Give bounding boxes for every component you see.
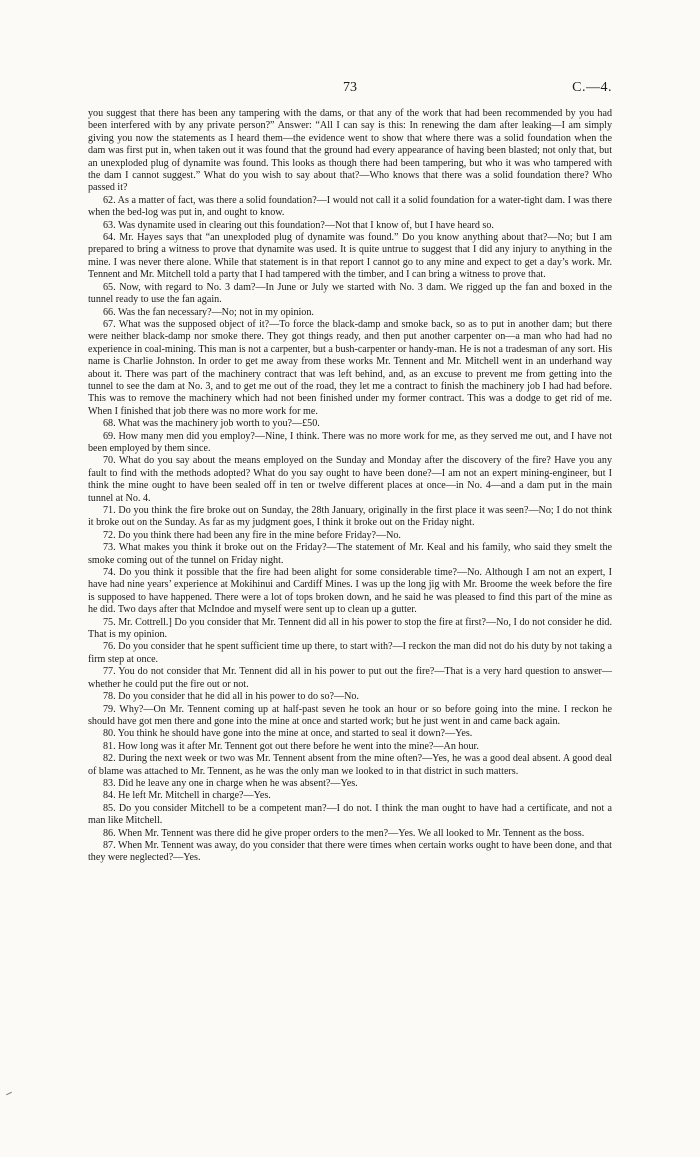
question-71: 71. Do you think the fire broke out on Sunday, the 28th January, originally in the first place it was seen?—No; I do not think it broke out on the Sunday. As far as my judgment goes, I think it broke out on the Friday night.	[88, 505, 612, 529]
question-81: 81. How long was it after Mr. Tennent got out there before he went into the mine?—An hour.	[103, 740, 479, 752]
question-77: 77. You do not consider that Mr. Tennent did all in his power to put out the fire?—That is a very hard question to answer—whether he could put the fire out or not.	[88, 666, 612, 690]
question-86: 86. When Mr. Tennent was there did he give proper orders to the men?—Yes. We all looked to Mr. Tennent as the boss.	[103, 827, 585, 839]
question-72: 72. Do you think there had been any fire in the mine before Friday?—No.	[103, 529, 401, 541]
question-79: 79. Why?—On Mr. Tennent coming up at half-past seven he took an hour or so before going into the mine. I reckon he should have got men there and gone into the mine at once and started work; but he just went in and came back again.	[88, 703, 612, 727]
question-64: 64. Mr. Hayes says that “an unexploded plug of dynamite was found.” Do you know anything about that?—No; but I am prepared to bring a witness to prove that dynamite was used. It is quite untrue to suggest that I did any injury to anything in the mine. I was never there alone. While that statement is in that report I cannot go to any mine and expect to get a day’s work. Mr. Tennent and Mr. Mitchell told a party that I had tampered with the timber, and I can bring a witness to prove that.	[88, 232, 612, 281]
page-number: 73	[343, 80, 357, 95]
question-68: 68. What was the machinery job worth to you?—£50.	[103, 418, 320, 430]
page-header	[0, 80, 700, 98]
paragraph-continued: you suggest that there has been any tampering with the dams, or that any of the work that had been recommended by you had been interfered with by any private person?” Answer: “All I can say is this: In renewing the dam after leaking—I am simply giving you now the statements as I heard them—the evidence went to show that where there was a solid foundation when the dam was first put in, when taken out it was found that the ground had every appearance of having been blasted; not only that, but an unexploded plug of dynamite was found. This looks as though there had been tampering, but who it was who tampered with the dam I cannot suggest.” What do you wish to say about that?—Who knows that there was a solid foundation there? Who passed it?	[88, 108, 612, 194]
margin-mark	[6, 1092, 12, 1095]
question-62: 62. As a matter of fact, was there a solid foundation?—I would not call it a solid foundation for a water-tight dam. I was there when the bed-log was put in, and ought to know.	[88, 194, 612, 219]
question-67: 67. What was the supposed object of it?—To force the black-damp and smoke back, so as to put in another dam; but there were neither black-damp nor smoke there. They got things ready, and then put another carpenter on—a man who had had no experience in coal-mining. This man is not a carpenter, but a bush-carpenter or handy-man. He is not a tradesman of any sort. His name is Charlie Johnston. In order to get me away from these works Mr. Tennent and Mr. Mitchell went in an underhand way about it. There was part of the machinery contract that was left behind, and, as an excuse to prevent me from getting into the tunnel to see the dam at No. 3, and to get me out of the road, they let me a contract to finish the machinery job I had had before. This was to remove the machinery which had not been finished under my former contract. This was a dodge to get rid of me. When I finished that job there was no more work for me.	[88, 318, 612, 417]
series-code: C.—4.	[572, 80, 612, 95]
question-85: 85. Do you consider Mitchell to be a competent man?—I do not. I think the man ought to have had a certificate, and not a man like Mitchell.	[88, 802, 612, 827]
question-84: 84. He left Mr. Mitchell in charge?—Yes.	[103, 790, 271, 802]
question-65: 65. Now, with regard to No. 3 dam?—In June or July we started with No. 3 dam. We rigged up the fan and boxed in the tunnel ready to use the fan again.	[88, 281, 612, 306]
question-75: 75. Mr. Cottrell.] Do you consider that Mr. Tennent did all in his power to stop the fire at first?—No, I do not consider he did. That is my opinion.	[88, 616, 612, 641]
question-69: 69. How many men did you employ?—Nine, I think. There was no more work for me, as they served me out, and I have not been employed by them since.	[88, 430, 612, 454]
question-78: 78. Do you consider that he did all in his power to do so?—No.	[103, 691, 359, 703]
question-83: 83. Did he leave any one in charge when he was absent?—Yes.	[103, 777, 358, 789]
question-73: 73. What makes you think it broke out on the Friday?—The statement of Mr. Keal and his family, who said they smelt the smoke coming out of the tunnel on Friday night.	[88, 542, 612, 566]
question-80: 80. You think he should have gone into the mine at once, and started to seal it down?—Yes.	[103, 728, 473, 740]
question-87: 87. When Mr. Tennent was away, do you consider that there were times when certain works ought to have been done, and that they were neglected?—Yes.	[88, 839, 612, 864]
question-74: 74. Do you think it possible that the fire had been alight for some considerable time?—No. Although I am not an expert, I have had nine years’ experience at Mokihinui and Cardiff Mines. I was up the long jig with Mr. Broome the week before the fire is supposed to have happened. There were a lot of tops broken down, and he said he was pleased to find this part of the mine as he did. Two days after that McIndoe and myself were sent up to clean up a gutter.	[88, 567, 612, 616]
question-63: 63. Was dynamite used in clearing out this foundation?—Not that I know of, but I have heard so.	[103, 219, 494, 231]
testimony-text	[88, 108, 612, 865]
question-76: 76. Do you consider that he spent sufficient time up there, to start with?—I reckon the man did not do his duty by not taking a firm step at once.	[88, 641, 612, 665]
question-70: 70. What do you say about the means employed on the Sunday and Monday after the discovery of the fire? Have you any fault to find with the methods adopted? What do you say ought to have been done?—I am not an expert mining-engineer, but I think the mine ought to have been sealed off in ten or twelve different places at once—in No. 4—and a dam put in the main tunnel at No. 4.	[88, 455, 612, 504]
question-66: 66. Was the fan necessary?—No; not in my opinion.	[103, 306, 314, 318]
question-82: 82. During the next week or two was Mr. Tennent absent from the mine often?—Yes, he was a good deal absent. A good deal of blame was attached to Mr. Tennent, as he was the only man we looked to in that district in such matters.	[88, 753, 612, 777]
